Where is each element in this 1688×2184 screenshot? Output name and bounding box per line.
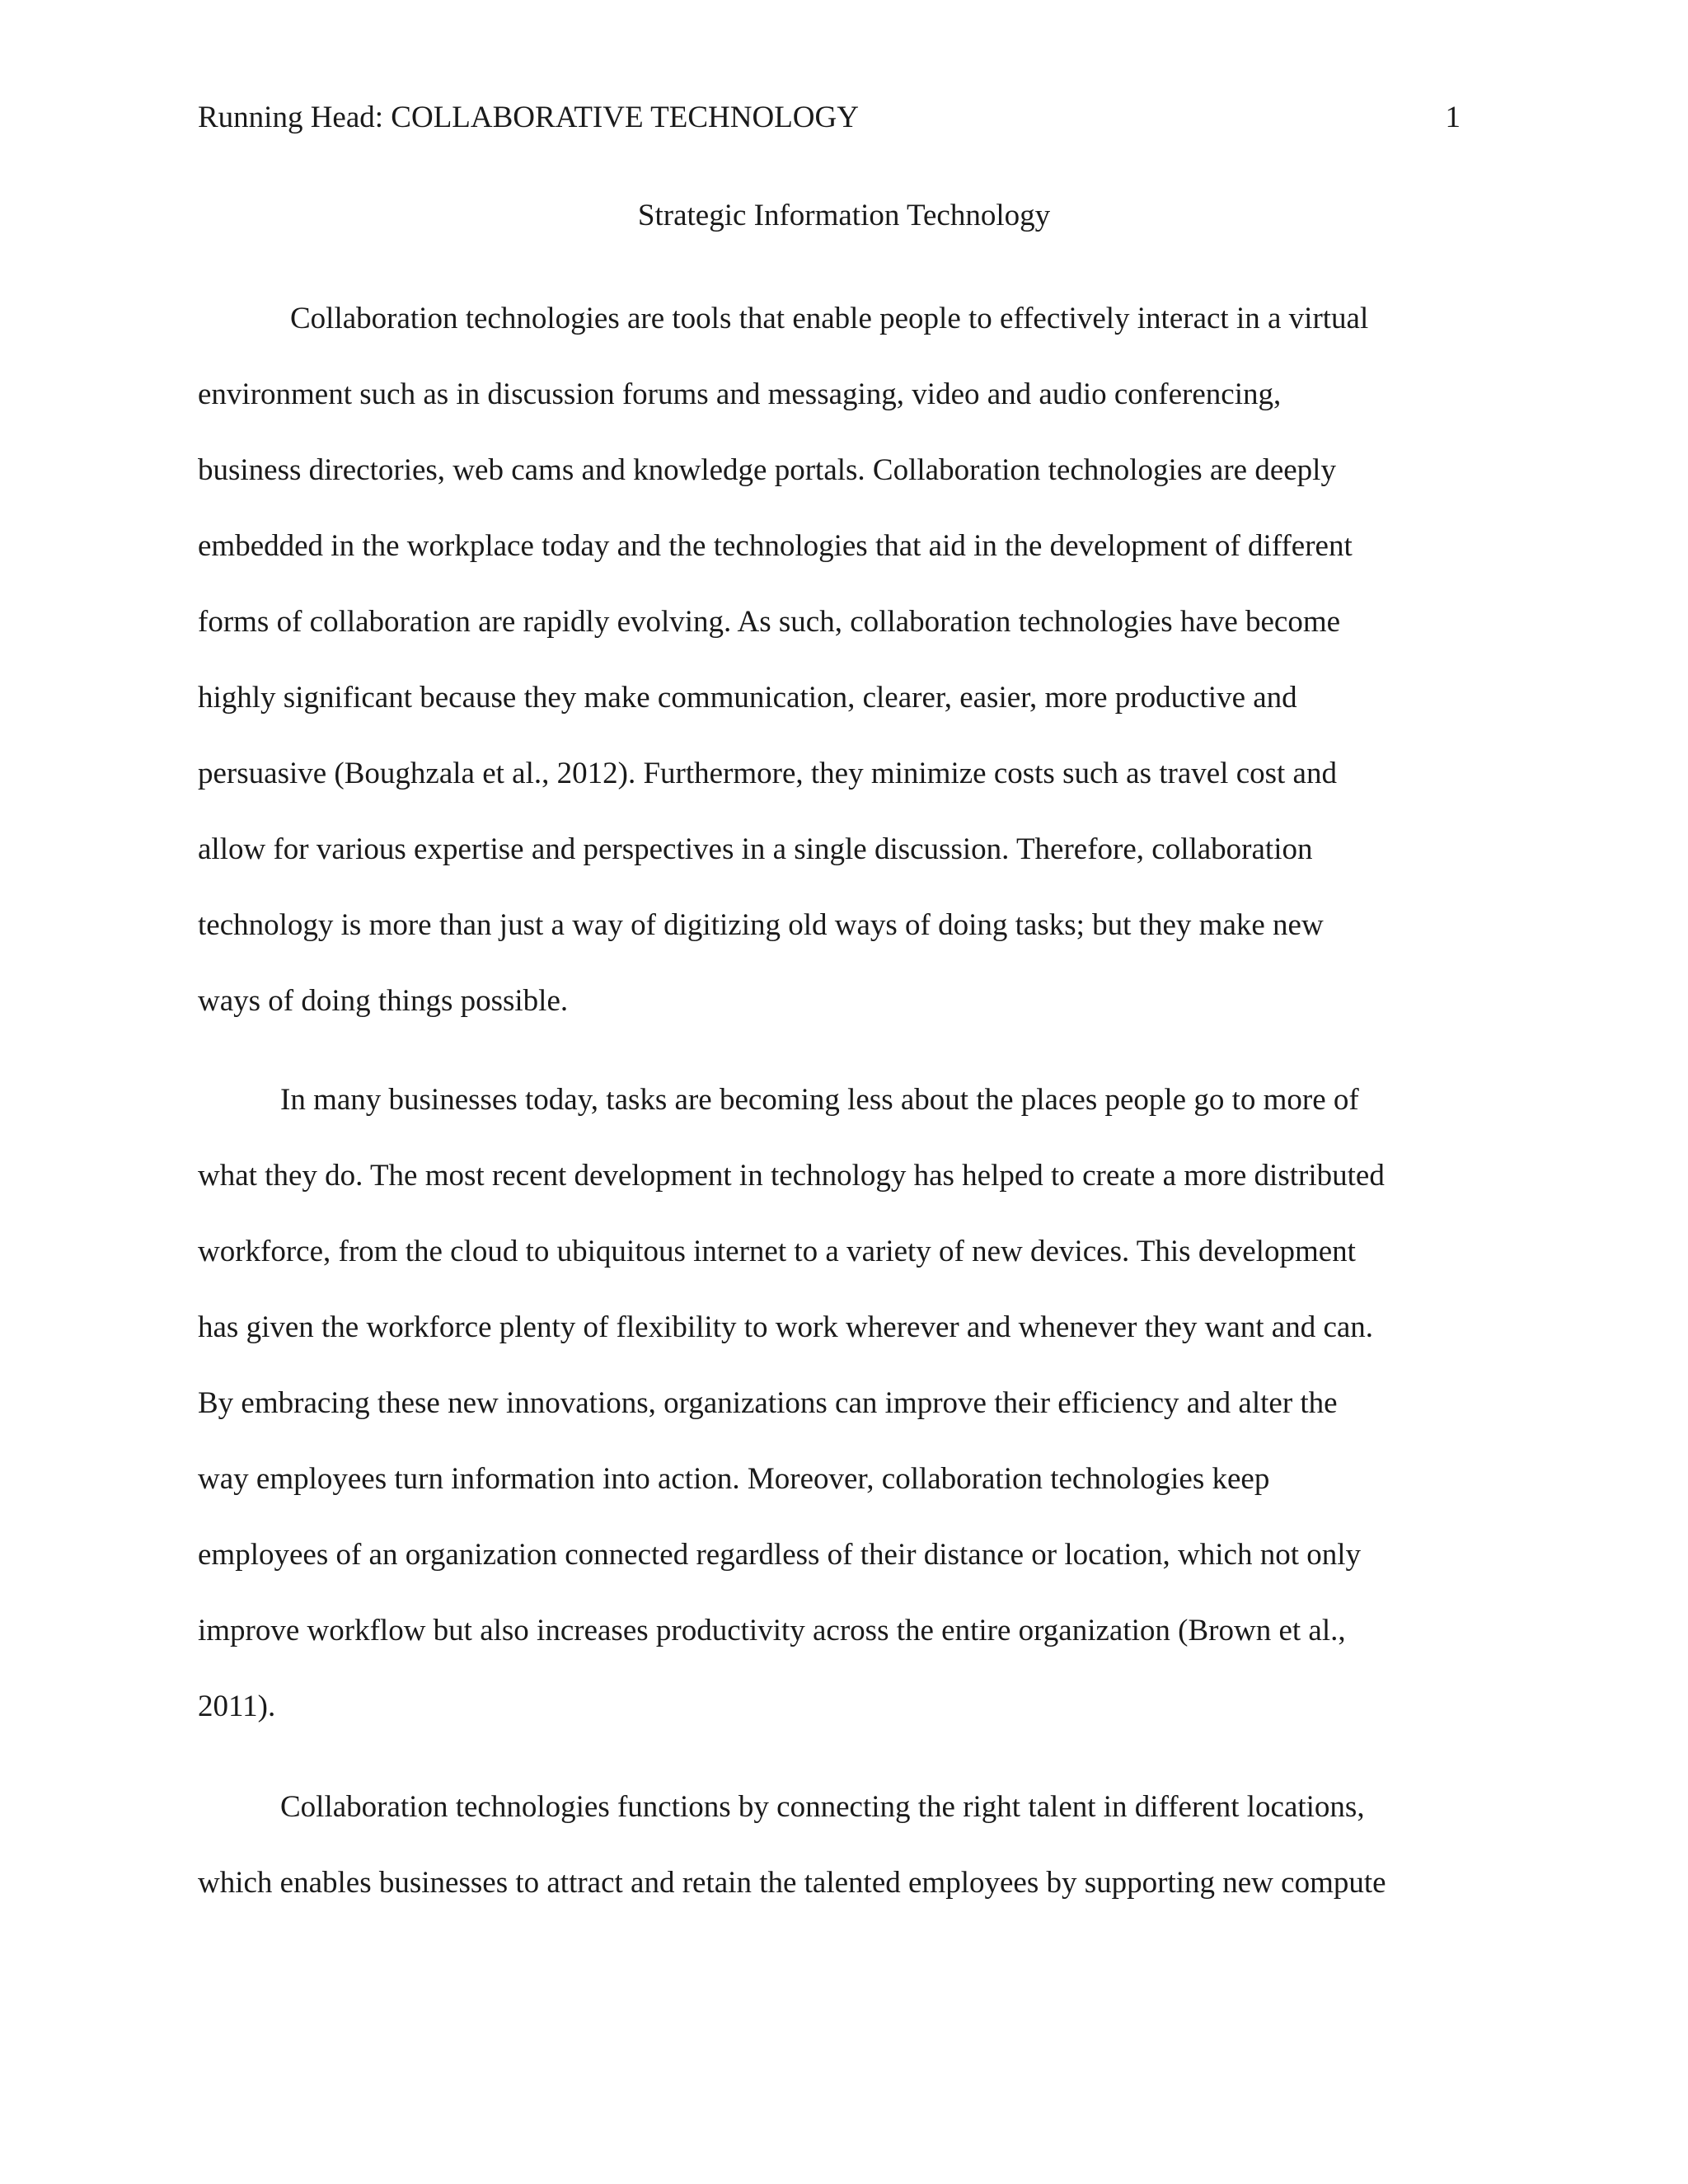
paragraph-line: workforce, from the cloud to ubiquitous internet to a variety of new devices. This development: [198, 1235, 1356, 1268]
paragraph-line: embedded in the workplace today and the technologies that aid in the development of different: [198, 529, 1353, 563]
paragraph-line: business directories, web cams and knowledge portals. Collaboration technologies are deeply: [198, 453, 1336, 487]
paragraph-line: environment such as in discussion forums and messaging, video and audio conferencing,: [198, 377, 1282, 411]
paragraph-line: improve workflow but also increases productivity across the entire organization (Brown et al.,: [198, 1614, 1346, 1647]
paragraph-line: which enables businesses to attract and retain the talented employees by supporting new compute: [198, 1866, 1386, 1900]
paragraph-3: [198, 1787, 1484, 1938]
paragraph-line: highly significant because they make communication, clearer, easier, more productive and: [198, 681, 1297, 715]
paragraph-line: persuasive (Boughzala et al., 2012). Furthermore, they minimize costs such as travel cost and: [198, 757, 1337, 790]
paragraph-line: forms of collaboration are rapidly evolving. As such, collaboration technologies have become: [198, 605, 1341, 639]
paragraph-1: [198, 298, 1484, 1057]
document-title: Strategic Information Technology: [637, 199, 1051, 232]
paragraph-line: what they do. The most recent development in technology has helped to create a more distributed: [198, 1159, 1385, 1193]
paragraph-line: In many businesses today, tasks are becoming less about the places people go to more of: [280, 1083, 1359, 1117]
paragraph-line: way employees turn information into action. Moreover, collaboration technologies keep: [198, 1462, 1270, 1496]
paragraph-line: By embracing these new innovations, organizations can improve their efficiency and alter the: [198, 1386, 1338, 1420]
paragraph-line: technology is more than just a way of digitizing old ways of doing tasks; but they make new: [198, 908, 1324, 942]
paragraph-line: allow for various expertise and perspectives in a single discussion. Therefore, collaboration: [198, 832, 1313, 866]
running-head: Running Head: COLLABORATIVE TECHNOLOGY: [198, 101, 859, 134]
paragraph-line: Collaboration technologies functions by connecting the right talent in different locations,: [280, 1790, 1365, 1824]
paragraph-line: has given the workforce plenty of flexibility to work wherever and whenever they want and can.: [198, 1310, 1374, 1344]
page-number: 1: [1445, 101, 1461, 134]
paragraph-line: 2011).: [198, 1690, 276, 1723]
paragraph-line: employees of an organization connected regardless of their distance or location, which not only: [198, 1538, 1362, 1572]
paragraph-line: ways of doing things possible.: [198, 984, 569, 1018]
paragraph-2: [198, 1080, 1484, 1762]
paragraph-line: Collaboration technologies are tools that enable people to effectively interact in a virtual: [290, 302, 1369, 335]
